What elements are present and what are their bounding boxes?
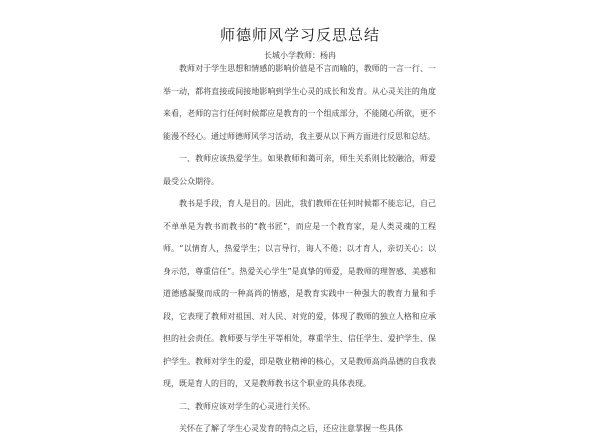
document-author: 长城小学教师：杨冉 [264,51,336,60]
paragraph-love-students: 教书是手段，育人是目的。因此，我们教师在任何时候都不能忘记，自己不单单是为教书而教书的“教书匠”，而应是一个教育家，是人类灵魂的工程师。“以情育人，热爱学生；以言导行，诲人不倦；以才育人，亲切关心；以身示范，尊重信任”。热爱关心学生”是真挚的师爱，是教师的理智感、美感和道德感凝聚而成的一种高尚的情感，是教育实践中一种强大的教育力量和手段，它表现了教师对祖国、对人民、对党的爱，体现了教师的独立人格和应承担的社会责任。教师要与学生平等相处，尊重学生、信任学生、爱护学生、保护学生。教师对学生的爱，即是敬业精神的核心，又是教师高尚品德的自我表现，既是育人的目的，又是教师教书这个职业的具体表现。 [163,199,436,388]
section-heading-2: 二、教师应该对学生的心灵进行关怀。 [179,401,315,411]
paragraph-intro: 教师对于学生思想和情感的影响价值是不言而喻的，教师的一言一行、一举一动，都将直接或间接地影响到学生心灵的成长和发育。从心灵关注的角度来看，老师的言行任何时候都应是教育的一个组成部分，不能随心所欲，更不能漫不经心。通过师德师风学习活动，我主要从以下两方面进行反思和总结。 [163,64,436,141]
document-title: 师德师风学习反思总结 [219,26,380,44]
section-heading-1: 一、教师应该热爱学生。如果教师和蔼可亲，师生关系则比较融洽，师爱最受公众期待。 [163,154,436,186]
document-body [163,58,436,441]
paragraph-care: 关怀在了解了学生心灵发育的特点之后，还应注意掌握一些具体 [179,424,403,433]
